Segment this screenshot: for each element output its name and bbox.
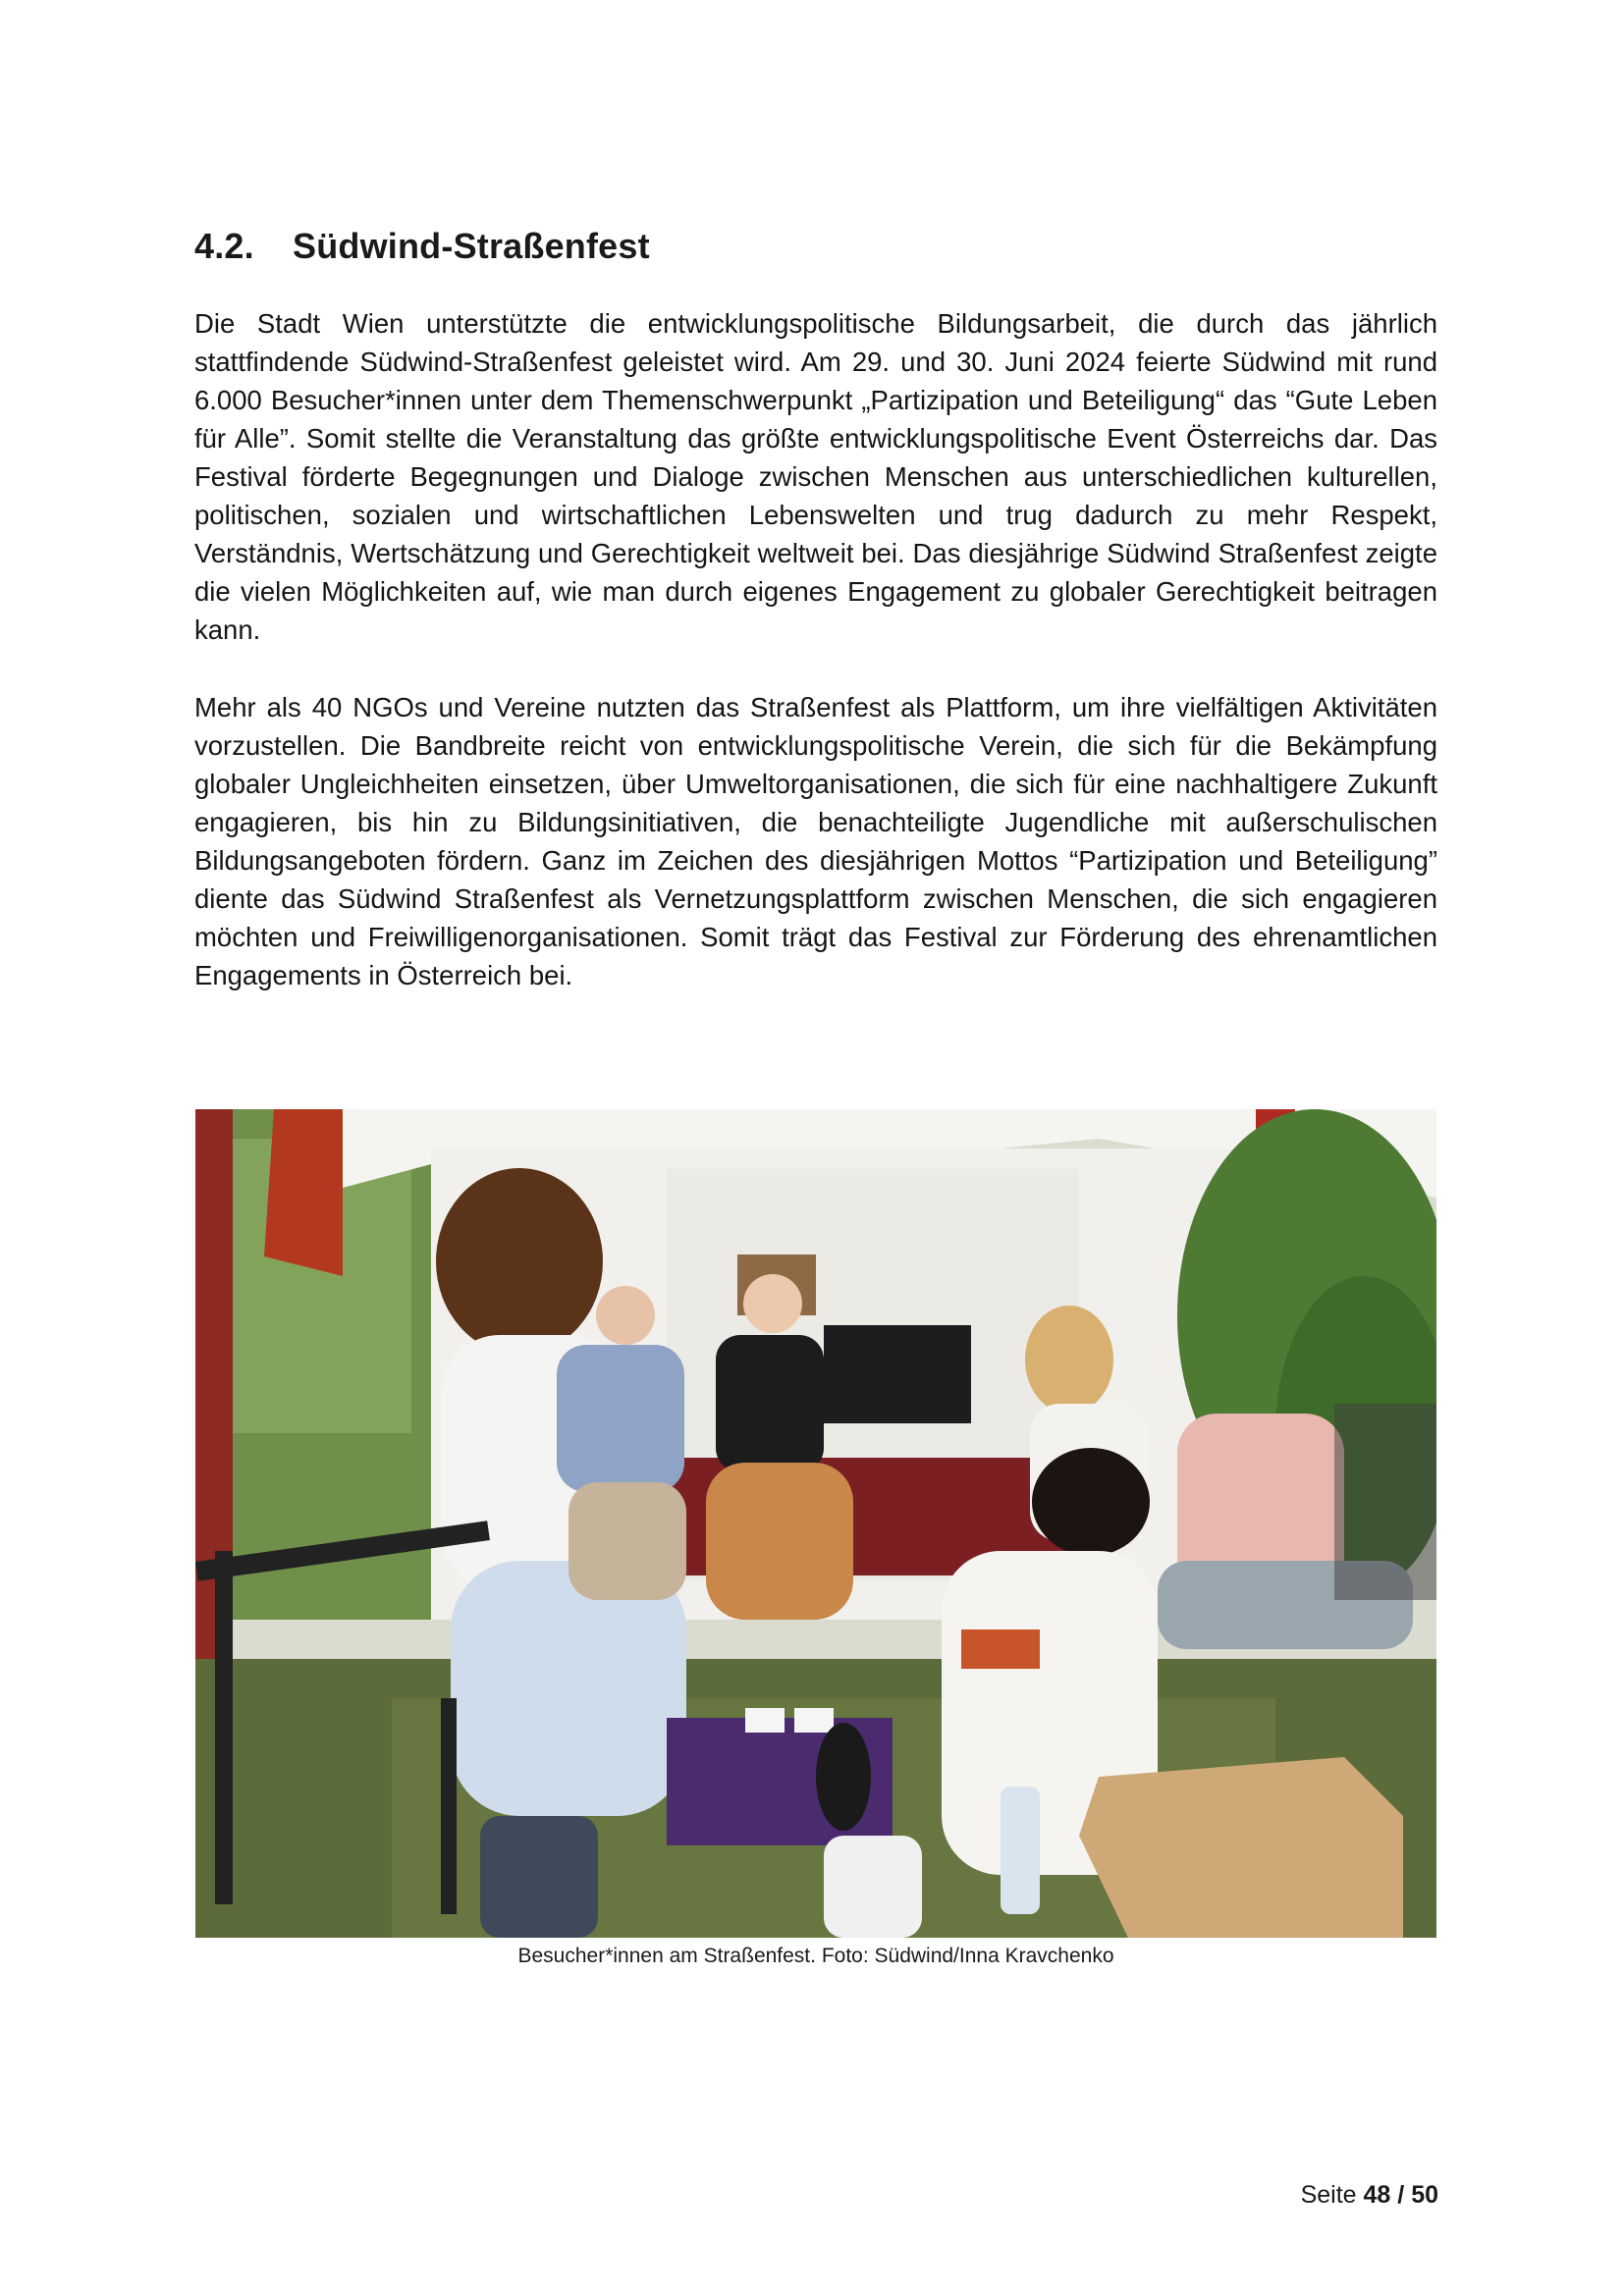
section-heading: [194, 226, 650, 267]
body-paragraph-1: Die Stadt Wien unterstützte die entwicklungspolitische Bildungsarbeit, die durch das jährlich stattfindende Südwind-Straßenfest geleistet wird. Am 29. und 30. Juni 2024 feierte Südwind mit rund 6.000 Besucher*innen unter dem Themenschwerpunkt „Partizipation und Beteiligung“ das “Gute Leben für Alle”. Somit stellte die Veranstaltung das größte entwicklungspolitische Event Österreichs dar. Das Festival förderte Begegnungen und Dialoge zwischen Menschen aus unterschiedlichen kulturellen, politischen, sozialen und wirtschaftlichen Lebenswelten und trug dadurch zu mehr Respekt, Verständnis, Wertschätzung und Gerechtigkeit weltweit bei. Das diesjährige Südwind Straßenfest zeigte die vielen Möglichkeiten auf, wie man durch eigenes Engagement zu globaler Gerechtigkeit beitragen kann.: [194, 308, 1437, 645]
page-number: [1301, 2181, 1438, 2210]
section-title: Südwind-Straßenfest: [293, 225, 650, 266]
photo-caption: Besucher*innen am Straßenfest. Foto: Südwind/Inna Kravchenko: [517, 1945, 1114, 1967]
total-pages: 50: [1411, 2181, 1438, 2209]
festival-photo: [195, 1109, 1436, 1938]
current-page: 48: [1363, 2181, 1391, 2209]
page-prefix: Seite: [1300, 2181, 1364, 2209]
page-separator: /: [1390, 2181, 1412, 2209]
body-paragraph-2: Mehr als 40 NGOs und Vereine nutzten das Straßenfest als Plattform, um ihre vielfältigen Aktivitäten vorzustellen. Die Bandbreite reicht von entwicklungspolitische Verein, die sich für die Bekämpfung globaler Ungleichheiten einsetzen, über Umweltorganisationen, die sich für eine nachhaltigere Zukunft engagieren, bis hin zu Bildungsinitiativen, die benachteiligte Jugendliche mit außerschulischen Bildungsangeboten fördern. Ganz im Zeichen des diesjährigen Mottos “Partizipation und Beteiligung” diente das Südwind Straßenfest als Vernetzungsplattform zwischen Menschen, die sich engagieren möchten und Freiwilligenorganisationen. Somit trägt das Festival zur Förderung des ehrenamtlichen Engagements in Österreich bei.: [194, 692, 1437, 990]
section-number: 4.2.: [194, 225, 254, 266]
